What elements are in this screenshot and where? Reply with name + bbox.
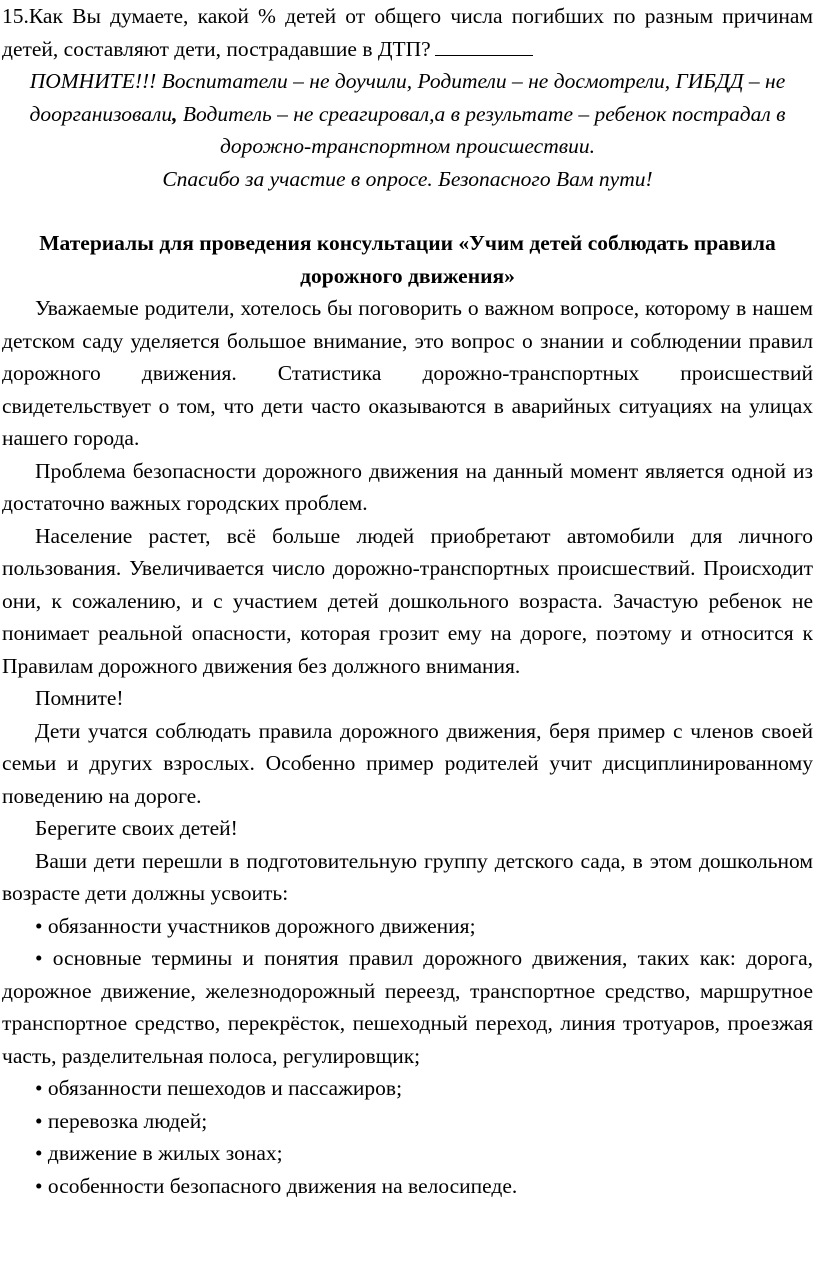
reminder-text-part1: ПОМНИТЕ!!! Воспитатели – не доучили, Родители – не досмотрели, ГИБДД – не доорганизовали (29, 69, 786, 126)
list-item: • перевозка людей; (35, 1108, 208, 1133)
list-item: • движение в жилых зонах; (35, 1141, 283, 1165)
thanks-line: Спасибо за участие в опросе. Безопасного Вам пути! (162, 166, 653, 191)
list-item: • обязанности пешеходов и пассажиров; (35, 1076, 403, 1100)
paragraph-protect: Берегите своих детей! (35, 816, 238, 840)
paragraph-population: Население растет, всё больше людей приобретают автомобили для личного пользования. Увеличивается число дорожно-транспортных происшествий. Происходит они, к сожалению, и с участием детей дошкольного возраста. Зачастую ребенок не понимает реальной опасности, которая грозит ему на дороге, поэтому и относится к Правилам дорожного движения без должного внимания. (2, 523, 813, 678)
list-item: • обязанности участников дорожного движения; (35, 913, 476, 938)
list-item: • основные термины и понятия правил дорожного движения, таких как: дорога, дорожное движение, железнодорожный переезд, транспортное средство, маршрутное транспортное средство, перекрёсток, пешеходный переход, линия тротуаров, проезжая часть, разделительная полоса, регулировщик; (2, 946, 813, 1068)
paragraph-example: Дети учатся соблюдать правила дорожного движения, беря пример с членов своей семьи и других взрослых. Особенно пример родителей учит дисциплинированному поведению на дороге. (2, 718, 813, 808)
section-spacer (2, 195, 813, 227)
section-heading: Материалы для проведения консультации «Учим детей соблюдать правила дорожного движения» (39, 231, 776, 288)
paragraph-problem: Проблема безопасности дорожного движения на данный момент является одной из достаточно важных городских проблем. (2, 458, 813, 515)
list-item: • особенности безопасного движения на велосипеде. (35, 1173, 518, 1198)
answer-blank-line (435, 35, 533, 56)
paragraph-intro: Уважаемые родители, хотелось бы поговорить о важном вопросе, которому в нашем детском саду уделяется большое внимание, это вопрос о знании и соблюдении правил дорожного движения. Статистика дорожно-транспортных происшествий свидетельствует о том, что дети часто оказываются в аварийных ситуациях на улицах нашего города. (2, 296, 813, 450)
survey-question (2, 0, 813, 65)
reminder-comma: , (172, 101, 178, 126)
reminder-text-part2: Водитель – не среагировал,а в результате – ребенок пострадал в дорожно-транспортном происшествии. (177, 101, 786, 158)
paragraph-preschool: Ваши дети перешли в подготовительную группу детского сада, в этом дошкольном возрасте дети должны усвоить: (2, 848, 813, 905)
reminder-paragraph (2, 65, 813, 163)
paragraph-remember: Помните! (35, 686, 124, 710)
survey-question-text: 15.Как Вы думаете, какой % детей от общего числа погибших по разным причинам детей, составляют дети, пострадавшие в ДТП? (2, 4, 813, 61)
